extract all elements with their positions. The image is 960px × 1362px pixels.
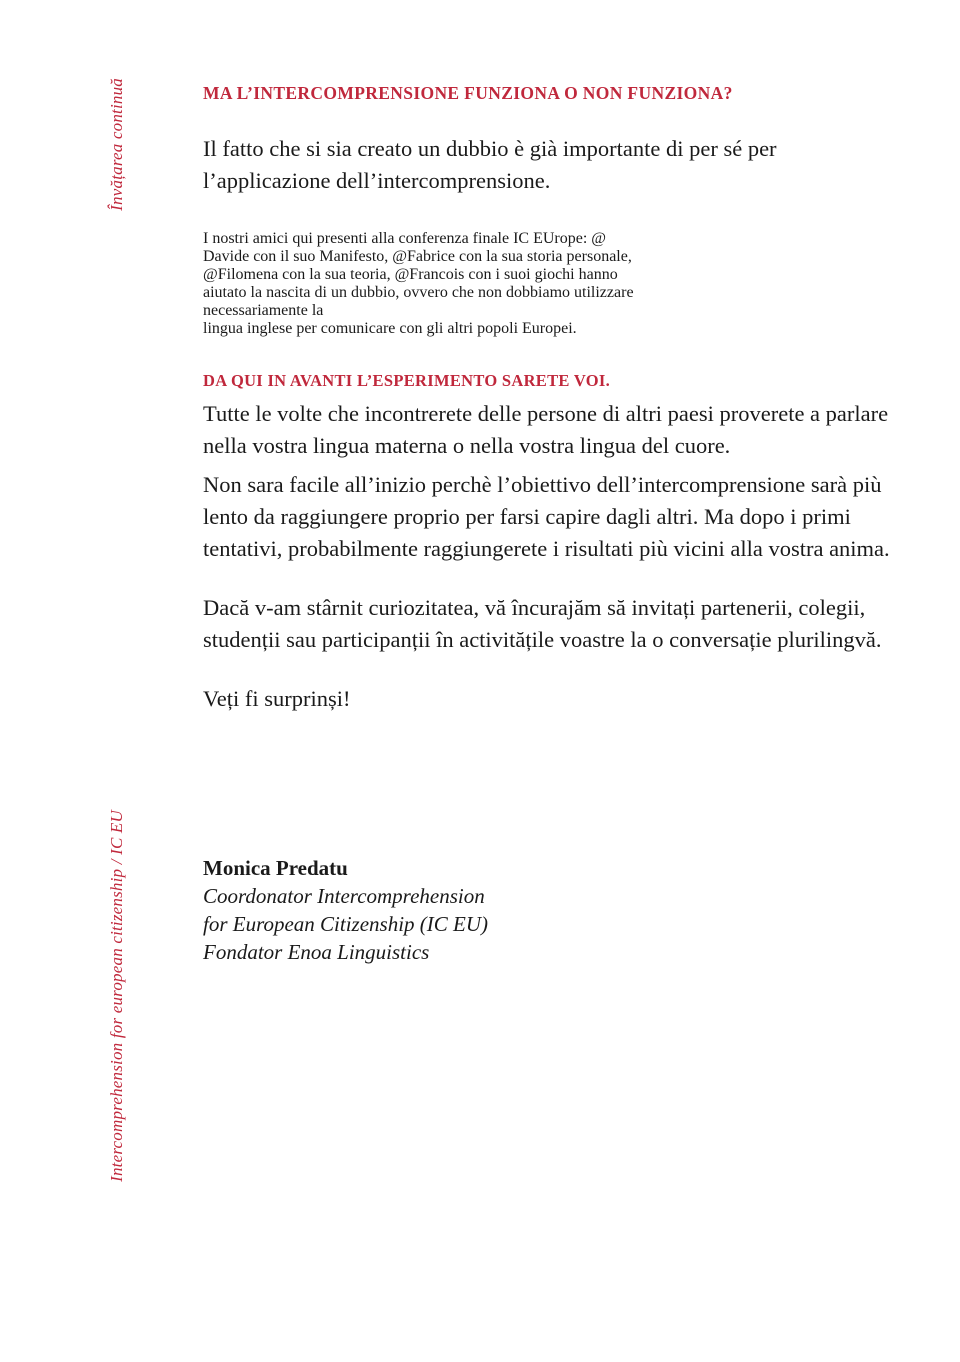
paragraph-romanian-invite: Dacă v-am stârnit curiozitatea, vă încurajăm să invitați partenerii, colegii, studenții sau participanții în activitățile voastre la o conversație plurilingvă. bbox=[203, 594, 882, 653]
main-text-column bbox=[203, 82, 893, 715]
signature-role-line: Fondator Enoa Linguistics bbox=[203, 939, 430, 964]
section-subtitle-text: DA QUI IN AVANTI L’ESPERIMENTO SARETE VOI. bbox=[203, 370, 611, 390]
paragraph-closing: Veți fi surprinși! bbox=[203, 685, 351, 711]
paragraph-intro: Il fatto che si sia creato un dubbio è già importante di per sé per l’applicazione dell’intercomprensione. bbox=[203, 135, 777, 194]
signature-block bbox=[203, 855, 703, 966]
paragraph-friends-line: @Filomena con la sua teoria, @Francois con i suoi giochi hanno bbox=[203, 265, 618, 283]
spacer bbox=[203, 566, 893, 592]
paragraph-friends-line: lingua inglese per comunicare con gli altri popoli Europei. bbox=[203, 319, 577, 337]
side-label-project: Intercomprehension for european citizenship / IC EU bbox=[107, 810, 126, 1182]
paragraph-friends bbox=[203, 230, 893, 338]
paragraph-difficulty: Non sara facile all’inizio perchè l’obiettivo dell’intercomprensione sarà più lento da raggiungere proprio per farsi capire dagli altri. Ma dopo i primi tentativi, probabilmente raggiungerete i risultati più vicini alla vostra anima. bbox=[203, 471, 890, 562]
spacer bbox=[203, 657, 893, 683]
signature-name: Monica Predatu bbox=[203, 856, 348, 880]
signature-role-line: Coordonator Intercomprehension bbox=[203, 884, 485, 909]
paragraph-friends-line: I nostri amici qui presenti alla conferenza finale IC EUrope: @ bbox=[203, 229, 607, 247]
paragraph-friends-line: necessariamente la bbox=[203, 301, 324, 319]
page-title-text: MA L’INTERCOMPRENSIONE FUNZIONA O NON FUNZIONA? bbox=[203, 83, 733, 103]
signature-role-line: for European Citizenship (IC EU) bbox=[203, 912, 489, 937]
paragraph-friends-line: Davide con il suo Manifesto, @Fabrice con la sua storia personale, bbox=[203, 247, 632, 265]
page-title bbox=[203, 82, 893, 105]
section-subtitle bbox=[203, 370, 893, 392]
spacer bbox=[203, 198, 893, 230]
paragraph-experiment: Tutte le volte che incontrerete delle persone di altri paesi proverete a parlare nella vostra lingua materna o nella vostra lingua del cuore. bbox=[203, 400, 889, 459]
paragraph-friends-line: aiutato la nascita di un dubbio, ovvero che non dobbiamo utilizzare bbox=[203, 283, 634, 301]
side-label-learning: Învățarea continuă bbox=[107, 78, 126, 211]
spacer bbox=[203, 338, 893, 370]
